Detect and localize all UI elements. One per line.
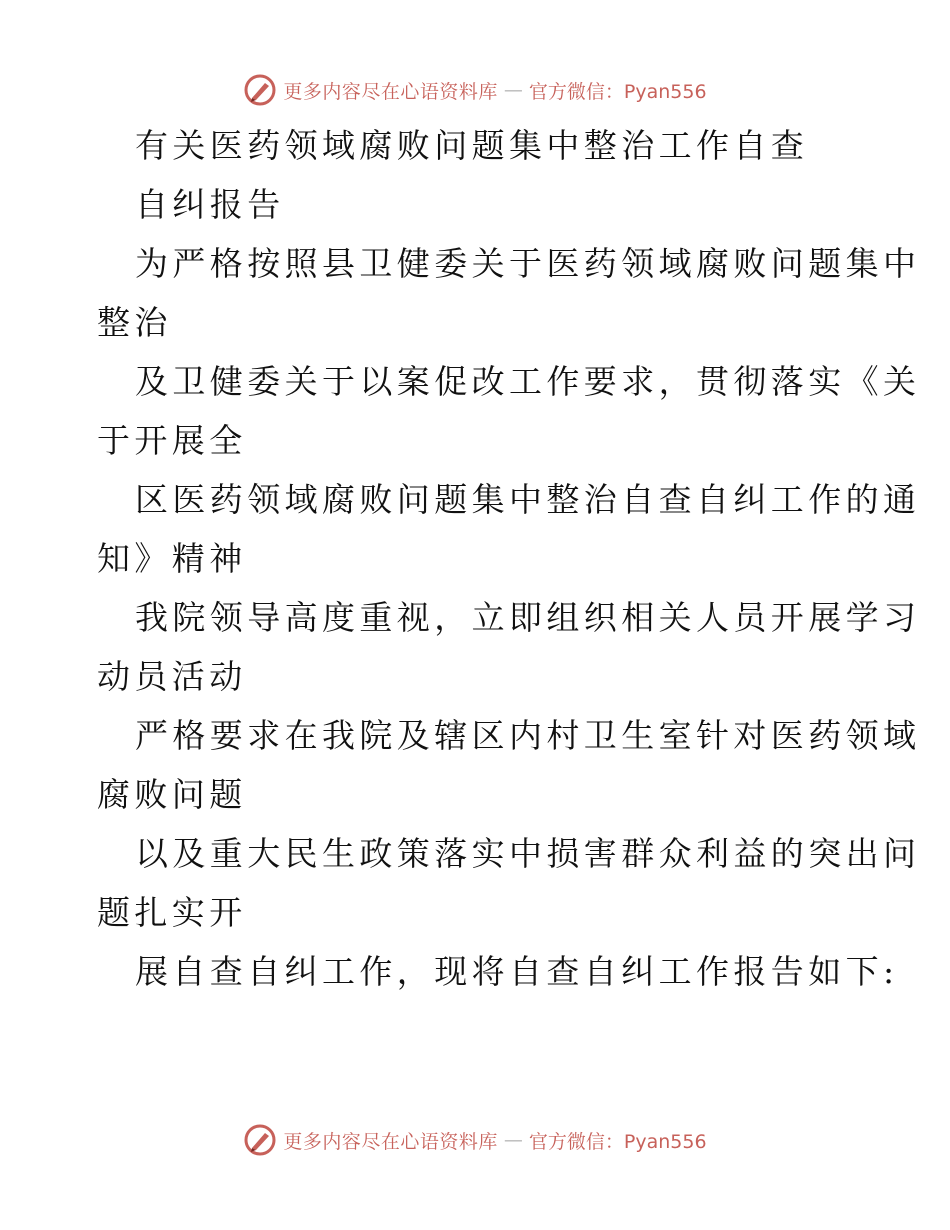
document-line: 及卫健委关于以案促改工作要求，贯彻落实《关 <box>135 362 921 401</box>
document-line: 以及重大民生政策落实中损害群众利益的突出问 <box>135 834 921 873</box>
header-watermark <box>0 70 950 110</box>
watermark-brand-text: 更多内容尽在心语资料库 <box>283 80 498 103</box>
document-line: 知》精神 <box>97 539 247 578</box>
document-line: 严格要求在我院及辖区内村卫生室针对医药领域 <box>135 716 921 755</box>
document-line: 题扎实开 <box>97 893 247 932</box>
watermark-dash: — <box>503 1129 523 1151</box>
document-line: 整治 <box>97 303 172 342</box>
document-title-line-2: 自纠报告 <box>135 185 285 224</box>
document-line: 为严格按照县卫健委关于医药领域腐败问题集中 <box>135 244 921 283</box>
pen-logo-icon <box>243 73 277 107</box>
watermark-wechat-text: 官方微信：Pyan556 <box>528 1130 707 1153</box>
pen-logo-icon <box>243 1123 277 1157</box>
document-title-line-1: 有关医药领域腐败问题集中整治工作自查 <box>135 126 809 165</box>
watermark-dash: — <box>503 79 523 101</box>
document-line: 区医药领域腐败问题集中整治自查自纠工作的通 <box>135 480 921 519</box>
document-line: 腐败问题 <box>97 775 247 814</box>
document-line: 动员活动 <box>97 657 247 696</box>
footer-watermark <box>0 1120 950 1160</box>
document-line: 于开展全 <box>97 421 247 460</box>
document-line: 展自查自纠工作，现将自查自纠工作报告如下: <box>135 952 899 991</box>
watermark-brand-text: 更多内容尽在心语资料库 <box>283 1130 498 1153</box>
watermark-wechat-text: 官方微信：Pyan556 <box>528 80 707 103</box>
document-line: 我院领导高度重视，立即组织相关人员开展学习 <box>135 598 921 637</box>
